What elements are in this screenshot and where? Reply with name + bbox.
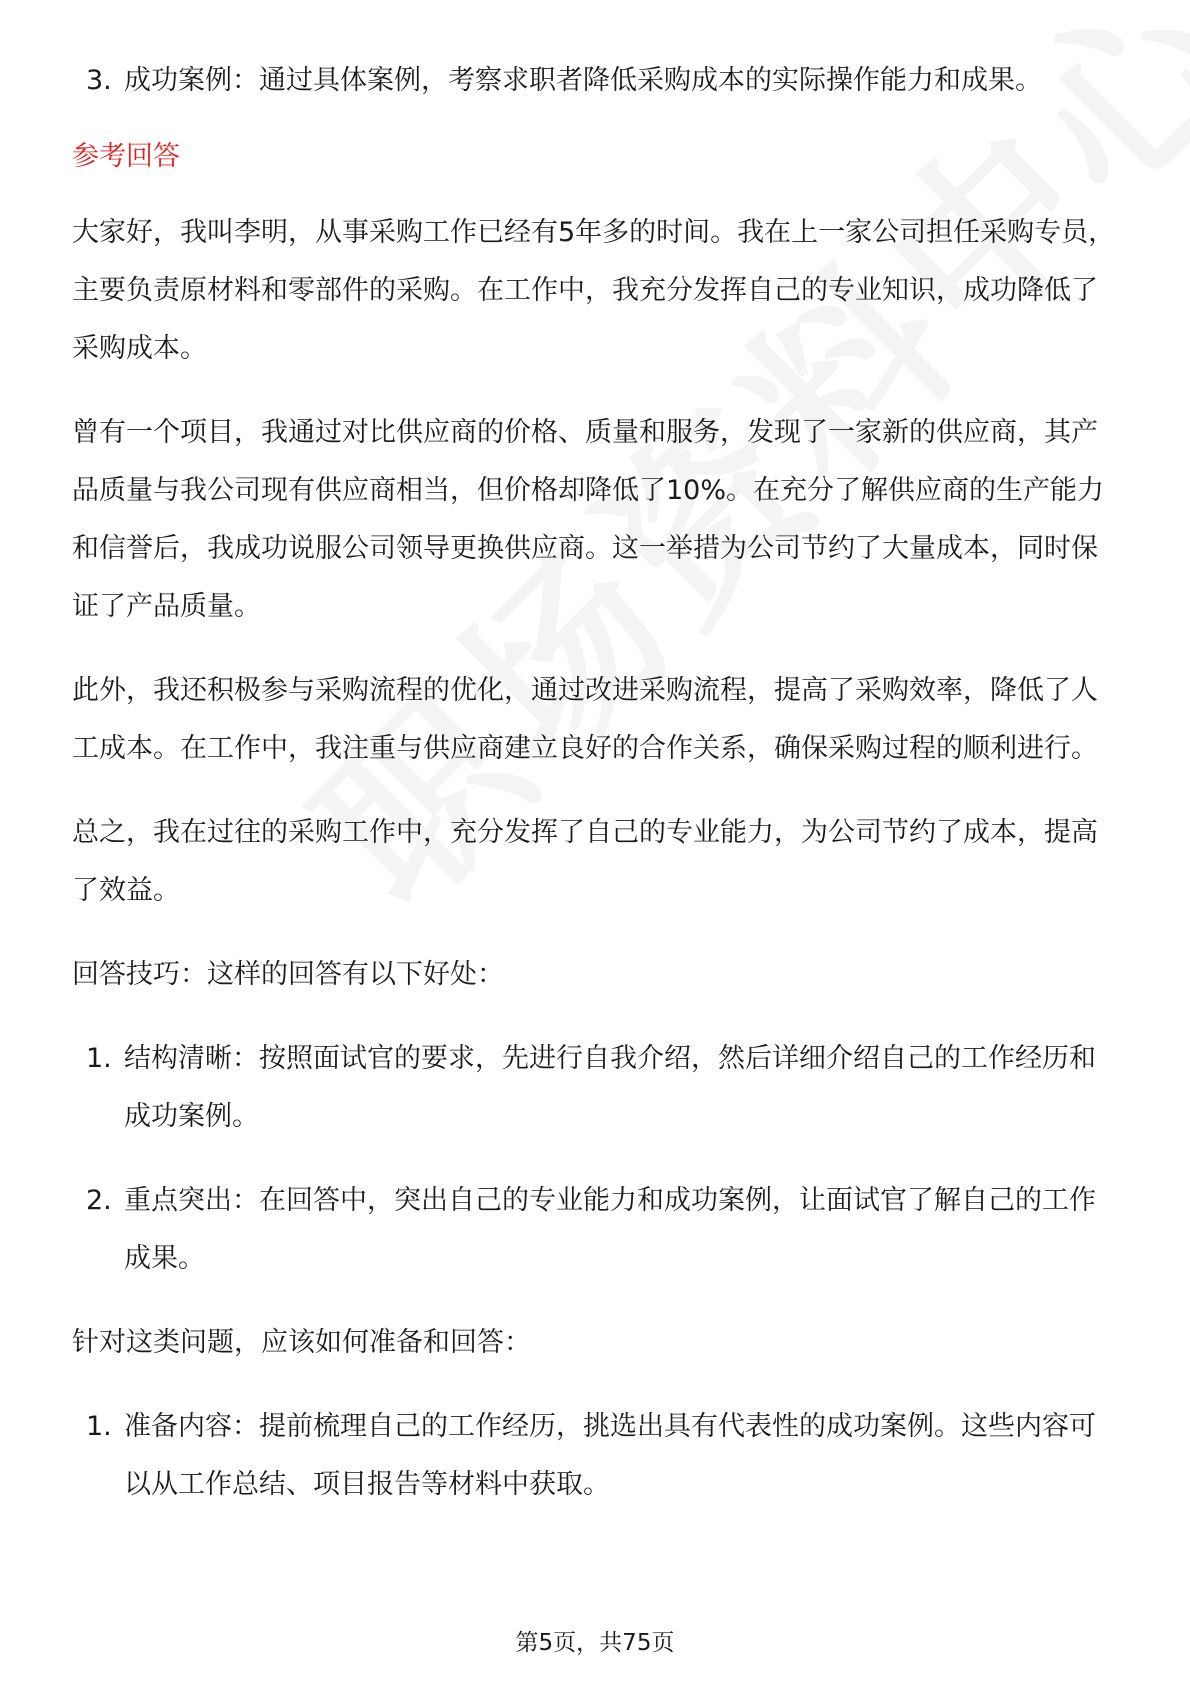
list-text: 准备内容：提前梳理自己的工作经历，挑选出具有代表性的成功案例。这些内容可以从工作总结、项目报告等材料中获取。 [124,1411,1096,1500]
tips-title: 回答技巧：这样的回答有以下好处： [72,959,504,990]
list-number: 1. [86,1411,112,1442]
list-number: 2. [86,1185,112,1216]
section-heading: 参考回答 [72,141,180,172]
prep-title: 针对这类问题，应该如何准备和回答： [72,1327,531,1358]
paragraph: 大家好，我叫李明，从事采购工作已经有5年多的时间。我在上一家公司担任采购专员，主要负责原材料和零部件的采购。在工作中，我充分发挥自己的专业知识，成功降低了采购成本。 [72,217,1116,364]
list-text: 成功案例：通过具体案例，考察求职者降低采购成本的实际操作能力和成果。 [124,65,1042,96]
list-item [72,1172,1120,1288]
paragraph: 此外，我还积极参与采购流程的优化，通过改进采购流程，提高了采购效率，降低了人工成本。在工作中，我注重与供应商建立良好的合作关系，确保采购过程的顺利进行。 [72,675,1098,764]
page-content [72,52,1120,1514]
list-number: 1. [86,1043,112,1074]
list-text: 结构清晰：按照面试官的要求，先进行自我介绍，然后详细介绍自己的工作经历和成功案例。 [124,1043,1096,1132]
list-item [72,1030,1120,1146]
list-text: 重点突出：在回答中，突出自己的专业能力和成功案例，让面试官了解自己的工作成果。 [124,1185,1096,1274]
paragraph: 曾有一个项目，我通过对比供应商的价格、质量和服务，发现了一家新的供应商，其产品质量与我公司现有供应商相当，但价格却降低了10%。在充分了解供应商的生产能力和信誉后，我成功说服公司领导更换供应商。这一举措为公司节约了大量成本，同时保证了产品质量。 [72,417,1105,622]
paragraph: 总之，我在过往的采购工作中，充分发挥了自己的专业能力，为公司节约了成本，提高了效益。 [72,817,1098,906]
list-number: 3. [86,65,112,96]
page-footer: 第5页，共75页 [515,1630,675,1656]
list-item [72,52,1120,110]
list-item [72,1398,1120,1514]
